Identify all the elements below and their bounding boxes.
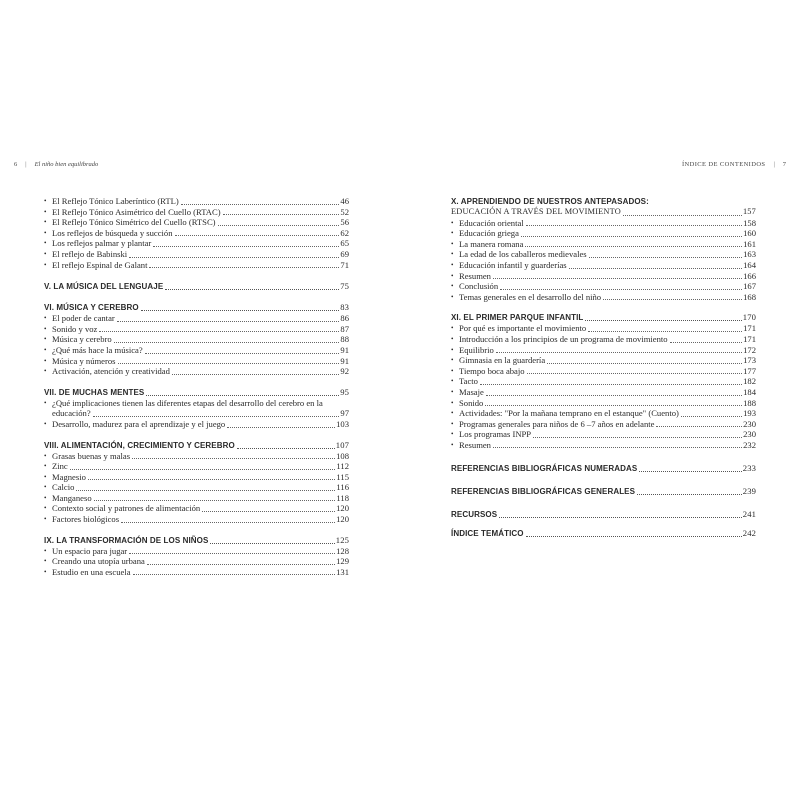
- entry-page: 171: [743, 323, 756, 334]
- bullet-icon: •: [451, 292, 454, 301]
- entry-text: La manera romana: [459, 238, 524, 249]
- section-title: RECURSOS: [451, 510, 498, 520]
- toc-entry[interactable]: [451, 440, 756, 451]
- entry-text: Sonido: [459, 397, 484, 408]
- section-page: 233: [742, 463, 756, 474]
- bullet-icon: •: [44, 546, 47, 555]
- section-title: REFERENCIAS BIBLIOGRÁFICAS NUMERADAS: [451, 464, 638, 474]
- toc-entry[interactable]: [44, 419, 349, 430]
- entry-page: 168: [743, 291, 756, 302]
- leader-dots: [132, 458, 335, 459]
- bullet-icon: •: [44, 260, 47, 269]
- bullet-icon: •: [44, 207, 47, 216]
- entry-page: 115: [336, 471, 349, 482]
- entry-text: Educación infantil y guarderías: [459, 259, 567, 270]
- bullet-icon: •: [44, 419, 47, 428]
- entry-text: Los reflejos palmar y plantar: [52, 238, 152, 249]
- leader-dots: [623, 215, 742, 216]
- leader-dots: [637, 494, 742, 495]
- entry-text: El poder de cantar: [52, 313, 115, 324]
- leader-dots: [70, 469, 336, 470]
- leader-dots: [147, 564, 335, 565]
- leader-dots: [202, 511, 335, 512]
- bullet-icon: •: [44, 398, 47, 407]
- toc-entry[interactable]: [44, 556, 349, 567]
- chapter-page: 95: [340, 386, 349, 397]
- entry-page: 62: [340, 227, 349, 238]
- toc-entry[interactable]: [44, 207, 349, 218]
- toc-entry[interactable]: [44, 503, 349, 514]
- entry-text: Los programas INPP: [459, 429, 532, 440]
- leader-dots: [499, 517, 742, 518]
- leader-dots: [175, 235, 340, 236]
- entry-page: 103: [336, 418, 349, 429]
- entry-page: 69: [340, 248, 349, 259]
- toc-entry[interactable]: [44, 461, 349, 472]
- leader-dots: [133, 574, 336, 575]
- toc-entry[interactable]: [44, 472, 349, 483]
- toc-entry[interactable]: [451, 355, 756, 366]
- bullet-icon: •: [451, 409, 454, 418]
- toc-left-column: [44, 196, 349, 577]
- entry-text: Factores biológicos: [52, 514, 120, 525]
- entry-text: Masaje: [459, 386, 484, 397]
- toc-entry[interactable]: [451, 260, 756, 271]
- bullet-icon: •: [44, 314, 47, 323]
- bullet-icon: •: [451, 398, 454, 407]
- leader-dots: [500, 289, 742, 290]
- toc-entry[interactable]: [44, 228, 349, 239]
- entry-page: 193: [743, 408, 756, 419]
- bullet-icon: •: [44, 324, 47, 333]
- leader-dots: [585, 320, 741, 321]
- bullet-icon: •: [44, 249, 47, 258]
- entry-text: El reflejo de Babinski: [52, 248, 128, 259]
- leader-dots: [129, 553, 335, 554]
- entry-text: Equilibrio: [459, 344, 494, 355]
- leader-dots: [485, 405, 742, 406]
- bullet-icon: •: [451, 250, 454, 259]
- bullet-icon: •: [451, 419, 454, 428]
- chapter-subtitle: EDUCACIÓN A TRAVÉS DEL MOVIMIENTO: [451, 207, 621, 216]
- leader-dots: [129, 257, 339, 258]
- bullet-icon: •: [44, 239, 47, 248]
- toc-entry[interactable]: [451, 408, 756, 419]
- entry-text: El Reflejo Tónico Simétrico del Cuello (RTSC): [52, 217, 216, 228]
- left-page-number: 6: [14, 160, 18, 168]
- entry-page: 131: [336, 566, 349, 577]
- bullet-icon: •: [44, 472, 47, 481]
- entry-page: 129: [336, 556, 349, 567]
- chapter-title: VIII. ALIMENTACIÓN, CRECIMIENTO Y CEREBRO: [44, 440, 235, 450]
- bullet-icon: •: [451, 229, 454, 238]
- toc-chapter-8[interactable]: [44, 440, 349, 451]
- entry-text: Introducción a los principios de un programa de movimiento: [459, 333, 668, 344]
- entry-text: Gimnasia en la guardería: [459, 355, 546, 366]
- leader-dots: [603, 299, 742, 300]
- leader-dots: [527, 373, 743, 374]
- toc-right-column: [451, 196, 756, 539]
- bullet-icon: •: [44, 367, 47, 376]
- section-page: 239: [742, 486, 756, 497]
- toc-chapter-10[interactable]: [451, 196, 756, 207]
- entry-page: 108: [336, 450, 349, 461]
- entry-page: 91: [340, 344, 349, 355]
- entry-page: 158: [743, 217, 756, 228]
- entry-text: ¿Qué más hace la música?: [52, 344, 143, 355]
- leader-dots: [588, 331, 742, 332]
- leader-dots: [76, 490, 335, 491]
- entry-text: ¿Qué implicaciones tienen las diferentes etapas del desarrollo del cerebro en la: [52, 397, 323, 408]
- leader-dots: [525, 246, 742, 247]
- entry-page: 177: [743, 365, 756, 376]
- bullet-icon: •: [44, 483, 47, 492]
- entry-text: Música y números: [52, 355, 116, 366]
- entry-page: 172: [743, 344, 756, 355]
- entry-text: Tiempo boca abajo: [459, 365, 525, 376]
- leader-dots: [639, 471, 742, 472]
- chapter-10-items: [451, 218, 756, 303]
- toc-entry[interactable]: [451, 419, 756, 430]
- leader-dots: [153, 246, 339, 247]
- bullet-icon: •: [451, 377, 454, 386]
- entry-page: 71: [340, 259, 349, 270]
- entry-page: 120: [336, 514, 349, 525]
- entry-text: Música y cerebro: [52, 334, 112, 345]
- entry-page: 230: [743, 429, 756, 440]
- entry-page: 163: [743, 249, 756, 260]
- leader-dots: [94, 500, 336, 501]
- entry-page: 128: [336, 545, 349, 556]
- toc-entry-wrapped[interactable]: [44, 398, 349, 409]
- bullet-icon: •: [44, 504, 47, 513]
- entry-page: 92: [340, 366, 349, 377]
- entry-page: 52: [340, 206, 349, 217]
- bullet-icon: •: [451, 356, 454, 365]
- entry-page: 167: [743, 281, 756, 292]
- bullet-icon: •: [44, 557, 47, 566]
- leader-dots: [149, 267, 339, 268]
- toc-entry[interactable]: [451, 345, 756, 356]
- chapter-title: IX. LA TRANSFORMACIÓN DE LOS NIÑOS: [44, 535, 209, 545]
- leader-dots: [237, 448, 335, 449]
- entry-page: 173: [743, 355, 756, 366]
- chapter-page: 157: [742, 207, 756, 216]
- chapter-page: 107: [335, 439, 349, 450]
- bullet-icon: •: [44, 218, 47, 227]
- left-page-header: [14, 157, 98, 171]
- entry-page: 91: [340, 355, 349, 366]
- toc-entry[interactable]: [44, 514, 349, 525]
- entry-text: Desarrollo, madurez para el aprendizaje y el juego: [52, 418, 226, 429]
- entry-page: 232: [743, 439, 756, 450]
- leader-dots: [117, 321, 340, 322]
- entry-text: Sonido y voz: [52, 323, 98, 334]
- bullet-icon: •: [451, 334, 454, 343]
- toc-entry[interactable]: [44, 546, 349, 557]
- toc-entry[interactable]: [451, 334, 756, 345]
- entry-text: Calcio: [52, 482, 75, 493]
- toc-entry[interactable]: [44, 313, 349, 324]
- bullet-icon: •: [44, 451, 47, 460]
- bullet-icon: •: [451, 324, 454, 333]
- entry-page: 230: [743, 418, 756, 429]
- entry-text: Creando una utopía urbana: [52, 556, 145, 567]
- bullet-icon: •: [44, 515, 47, 524]
- toc-entry-wrapped-continuation[interactable]: [44, 408, 349, 419]
- entry-text: Magnesio: [52, 471, 86, 482]
- leader-dots: [141, 310, 339, 311]
- leader-dots: [114, 342, 340, 343]
- chapter-title: VI. MÚSICA Y CEREBRO: [44, 303, 139, 313]
- bullet-icon: •: [451, 271, 454, 280]
- leader-dots: [172, 374, 340, 375]
- toc-chapter-7[interactable]: [44, 387, 349, 398]
- toc-indice-tematico[interactable]: [451, 528, 756, 539]
- entry-page: 86: [340, 313, 349, 324]
- entry-page: 160: [743, 228, 756, 239]
- entry-text: Educación griega: [459, 228, 519, 239]
- leader-dots: [93, 416, 340, 417]
- entry-text: Zinc: [52, 461, 68, 472]
- chapter-8-items: [44, 451, 349, 525]
- entry-text: Activación, atención y creatividad: [52, 366, 170, 377]
- entry-page: 184: [743, 386, 756, 397]
- chapter-title: XI. EL PRIMER PARQUE INFANTIL: [451, 313, 584, 323]
- bullet-icon: •: [451, 387, 454, 396]
- leader-dots: [526, 536, 742, 537]
- leader-dots: [656, 426, 742, 427]
- entry-text: Tacto: [459, 376, 478, 387]
- leader-dots: [526, 225, 742, 226]
- toc-entry[interactable]: [44, 196, 349, 207]
- leader-dots: [121, 522, 335, 523]
- bullet-icon: •: [44, 356, 47, 365]
- leader-dots: [521, 236, 742, 237]
- header-separator: |: [773, 160, 775, 168]
- toc-refs-numbered[interactable]: [451, 463, 756, 474]
- leader-dots: [480, 384, 742, 385]
- toc-entry[interactable]: [451, 387, 756, 398]
- leader-dots: [210, 543, 334, 544]
- toc-entry[interactable]: [44, 334, 349, 345]
- entry-text: Manganeso: [52, 492, 92, 503]
- entry-page: 88: [340, 334, 349, 345]
- entry-page: 116: [336, 482, 349, 493]
- leader-dots: [681, 416, 742, 417]
- leader-dots: [165, 289, 339, 290]
- leader-dots: [88, 479, 336, 480]
- leader-dots: [146, 395, 339, 396]
- leader-dots: [569, 268, 742, 269]
- leader-dots: [589, 257, 742, 258]
- toc-entry[interactable]: [451, 249, 756, 260]
- chapter-9-items: [44, 546, 349, 578]
- right-page-header: [682, 157, 786, 171]
- chapter-page: 75: [340, 281, 349, 292]
- toc-entry[interactable]: [44, 493, 349, 504]
- leader-dots: [547, 363, 742, 364]
- toc-entry[interactable]: [451, 323, 756, 334]
- toc-entry[interactable]: [451, 292, 756, 303]
- toc-entry[interactable]: [44, 451, 349, 462]
- entry-page: 56: [340, 217, 349, 228]
- bullet-icon: •: [451, 430, 454, 439]
- toc-entry[interactable]: [451, 218, 756, 229]
- toc-entry[interactable]: [451, 239, 756, 250]
- bullet-icon: •: [44, 493, 47, 502]
- chapter-6-items: [44, 313, 349, 377]
- chapter-title: VII. DE MUCHAS MENTES: [44, 387, 145, 397]
- chapter-page: 83: [340, 302, 349, 313]
- bullet-icon: •: [44, 335, 47, 344]
- toc-entry[interactable]: [44, 324, 349, 335]
- chapter-page: 170: [742, 312, 756, 323]
- entry-page: 97: [340, 408, 349, 419]
- entry-text: La edad de los caballeros medievales: [459, 249, 587, 260]
- entry-text: Contexto social y patrones de alimentación: [52, 503, 201, 514]
- bullet-icon: •: [44, 462, 47, 471]
- toc-chapter-5[interactable]: [44, 281, 349, 292]
- bullet-icon: •: [44, 345, 47, 354]
- entry-page: 171: [743, 333, 756, 344]
- entry-text: Temas generales en el desarrollo del niño: [459, 291, 602, 302]
- leader-dots: [118, 363, 340, 364]
- toc-refs-general[interactable]: [451, 486, 756, 497]
- toc-entry[interactable]: [44, 345, 349, 356]
- toc-chapter-10-subtitle[interactable]: [451, 207, 756, 218]
- entry-text: Estudio en una escuela: [52, 566, 131, 577]
- section-title: ÍNDICE TEMÁTICO: [451, 529, 524, 539]
- entry-text: Un espacio para jugar: [52, 545, 128, 556]
- leader-dots: [223, 214, 340, 215]
- leader-dots: [493, 278, 742, 279]
- leader-dots: [145, 353, 340, 354]
- bullet-icon: •: [451, 366, 454, 375]
- bullet-icon: •: [451, 440, 454, 449]
- chapter-page: 125: [335, 534, 349, 545]
- toc-entry[interactable]: [451, 376, 756, 387]
- bullet-icon: •: [451, 282, 454, 291]
- chapter-title: X. APRENDIENDO DE NUESTROS ANTEPASADOS:: [451, 197, 649, 206]
- entry-text: Por qué es importante el movimiento: [459, 323, 587, 334]
- toc-entry[interactable]: [44, 482, 349, 493]
- toc-entry[interactable]: [44, 260, 349, 271]
- toc-chapter-11[interactable]: [451, 312, 756, 323]
- section-page: 242: [742, 528, 756, 539]
- entry-page: 188: [743, 397, 756, 408]
- toc-entry[interactable]: [451, 366, 756, 377]
- entry-text: Resumen: [459, 439, 491, 450]
- bullet-icon: •: [451, 239, 454, 248]
- entry-page: 166: [743, 270, 756, 281]
- toc-entry[interactable]: [44, 217, 349, 228]
- leader-dots: [496, 352, 742, 353]
- bullet-icon: •: [44, 228, 47, 237]
- leader-dots: [533, 437, 742, 438]
- header-separator: |: [25, 160, 27, 168]
- leader-dots: [670, 342, 743, 343]
- right-page-number: 7: [782, 160, 786, 168]
- entry-page: 112: [336, 461, 349, 472]
- entry-text: Actividades: "Por la mañana temprano en el estanque" (Cuento): [459, 408, 679, 419]
- entry-text: Educación oriental: [459, 217, 524, 228]
- entry-text: El Reflejo Tónico Asimétrico del Cuello (RTAC): [52, 206, 221, 217]
- toc-chapter-9[interactable]: [44, 535, 349, 546]
- entry-page: 65: [340, 238, 349, 249]
- entry-text: Grasas buenas y malas: [52, 450, 131, 461]
- entry-text: Los reflejos de búsqueda y succión: [52, 227, 173, 238]
- entry-page: 46: [340, 196, 349, 206]
- book-title: El niño bien equilibrado: [34, 160, 99, 168]
- toc-intro-list: [44, 196, 349, 270]
- bullet-icon: •: [44, 567, 47, 576]
- bullet-icon: •: [451, 345, 454, 354]
- toc-entry[interactable]: [44, 238, 349, 249]
- toc-entry[interactable]: [451, 429, 756, 440]
- toc-entry[interactable]: [44, 567, 349, 578]
- toc-entry[interactable]: [44, 356, 349, 367]
- chapter-title: V. LA MÚSICA DEL LENGUAJE: [44, 282, 164, 292]
- toc-entry[interactable]: [451, 281, 756, 292]
- leader-dots: [99, 331, 339, 332]
- section-page: 241: [742, 509, 756, 520]
- entry-text: educación?: [52, 408, 91, 419]
- toc-recursos[interactable]: [451, 509, 756, 520]
- entry-page: 118: [336, 492, 349, 503]
- toc-entry[interactable]: [44, 249, 349, 260]
- leader-dots: [218, 225, 340, 226]
- bullet-icon: •: [44, 197, 47, 205]
- toc-entry[interactable]: [451, 228, 756, 239]
- bullet-icon: •: [451, 260, 454, 269]
- entry-text: Conclusión: [459, 281, 499, 292]
- toc-entry[interactable]: [451, 271, 756, 282]
- toc-entry[interactable]: [44, 366, 349, 377]
- section-title: ÍNDICE DE CONTENIDOS: [681, 160, 766, 168]
- entry-page: 120: [336, 503, 349, 514]
- toc-chapter-6[interactable]: [44, 302, 349, 313]
- entry-text: Programas generales para niños de 6 –7 años en adelante: [459, 418, 655, 429]
- entry-text: El reflejo Espinal de Galant: [52, 259, 148, 270]
- leader-dots: [493, 447, 742, 448]
- entry-page: 87: [340, 323, 349, 334]
- section-title: REFERENCIAS BIBLIOGRÁFICAS GENERALES: [451, 487, 636, 497]
- leader-dots: [181, 204, 340, 205]
- entry-page: 164: [743, 259, 756, 270]
- entry-text: El Reflejo Tónico Laberíntico (RTL): [52, 196, 179, 206]
- chapter-7-items: [44, 419, 349, 430]
- leader-dots: [227, 427, 335, 428]
- entry-page: 161: [743, 238, 756, 249]
- chapter-11-items: [451, 323, 756, 450]
- leader-dots: [486, 395, 742, 396]
- entry-page: 182: [743, 376, 756, 387]
- toc-entry[interactable]: [451, 398, 756, 409]
- bullet-icon: •: [451, 218, 454, 227]
- entry-text: Resumen: [459, 270, 491, 281]
